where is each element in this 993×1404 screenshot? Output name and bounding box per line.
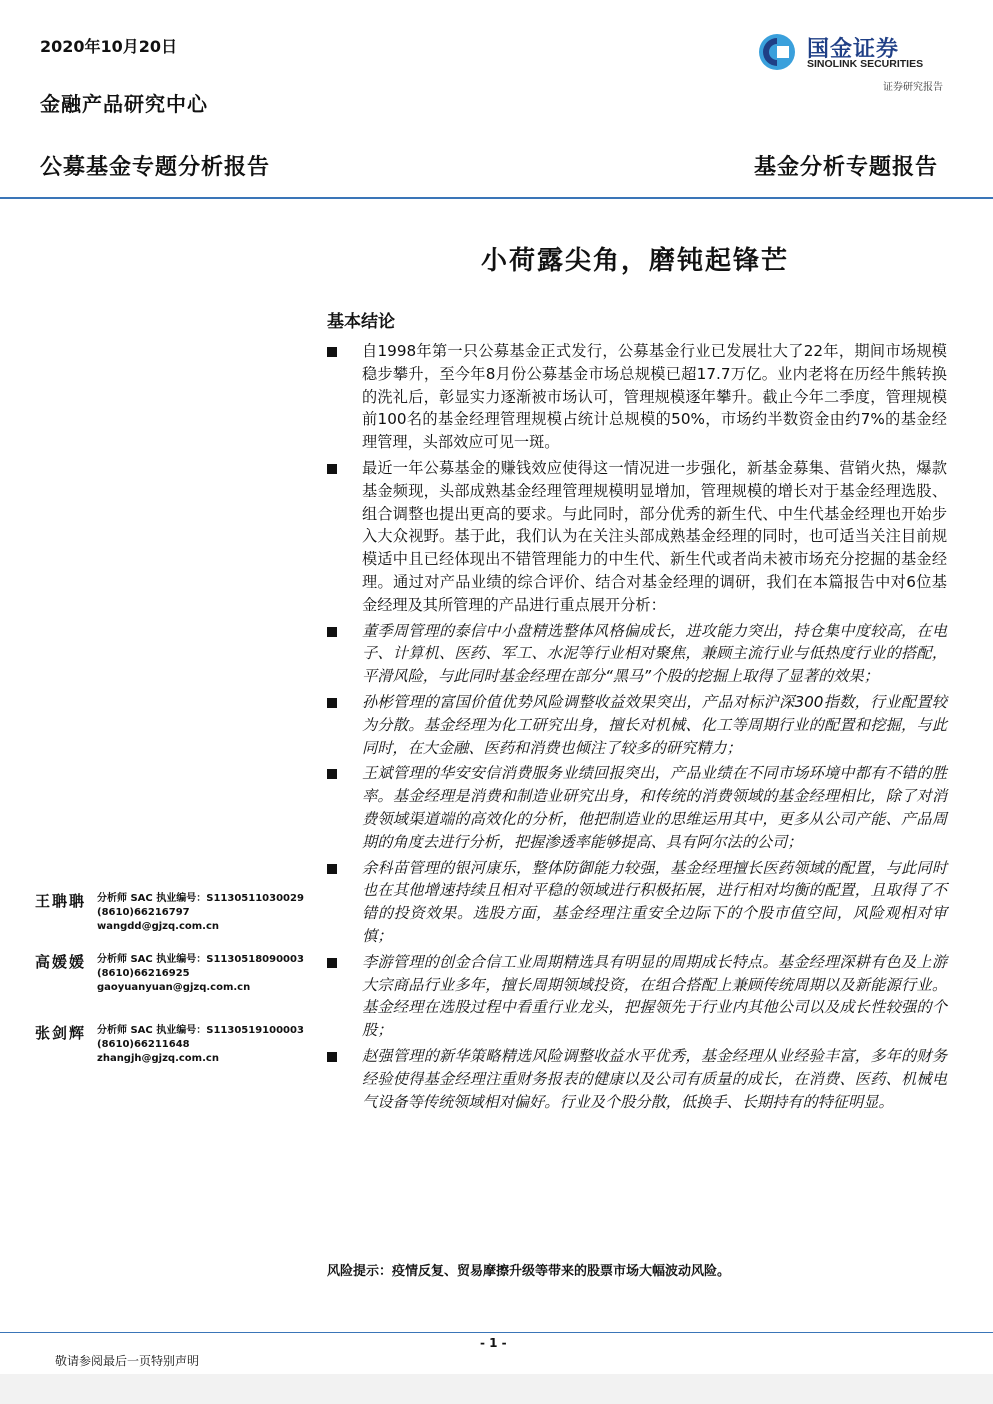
header-divider xyxy=(0,197,993,199)
analyst-details xyxy=(97,1024,304,1066)
conclusion-item xyxy=(327,691,947,759)
square-bullet-icon xyxy=(327,698,337,708)
conclusion-item xyxy=(327,620,947,688)
square-bullet-icon xyxy=(327,1052,337,1062)
page-number: - 1 - xyxy=(480,1336,507,1350)
analyst-name: 张剑辉 xyxy=(35,1024,87,1042)
conclusion-text: 最近一年公募基金的赚钱效应使得这一情况进一步强化，新基金募集、营销火热，爆款基金频现，头部成熟基金经理管理规模明显增加，管理规模的增长对于基金经理选股、组合调整也提出更高的要求。与此同时，部分优秀的新生代、中生代基金经理也开始步入大众视野。基于此，我们认为在关注头部成熟基金经理的同时，也可适当关注目前规模适中且已经体现出不错管理能力的中生代、新生代或者尚未被市场充分挖掘的基金经理。通过对产品业绩的综合评价、结合对基金经理的调研，我们在本篇报告中对6位基金经理及其所管理的产品进行重点展开分析： xyxy=(362,458,947,614)
section-title: 基本结论 xyxy=(327,312,395,332)
square-bullet-icon xyxy=(327,958,337,968)
square-bullet-icon xyxy=(327,464,337,474)
square-bullet-icon xyxy=(327,627,337,637)
conclusion-list xyxy=(327,340,947,1116)
report-series-right: 基金分析专题报告 xyxy=(753,154,938,180)
analyst-details xyxy=(97,953,304,995)
analyst-details xyxy=(97,892,304,934)
analyst-email[interactable]: zhangjh@gjzq.com.cn xyxy=(97,1053,219,1064)
analyst-email[interactable]: gaoyuanyuan@gjzq.com.cn xyxy=(97,982,251,993)
risk-warning: 风险提示：疫情反复、贸易摩擦升级等带来的股票市场大幅波动风险。 xyxy=(327,1264,731,1279)
footer-disclaimer: 敬请参阅最后一页特别声明 xyxy=(55,1354,200,1368)
analyst-email[interactable]: wangdd@gjzq.com.cn xyxy=(97,921,220,932)
report-series-left: 公募基金专题分析报告 xyxy=(40,154,271,180)
logo-name-en: SINOLINK SECURITIES xyxy=(807,58,924,70)
conclusion-item xyxy=(327,951,947,1042)
conclusion-text: 余科苗管理的银河康乐，整体防御能力较强，基金经理擅长医药领域的配置，与此同时也在其他增速持续且相对平稳的领域进行积极拓展，进行相对均衡的配置，且取得了不错的投资效果。选股方面，基金经理注重安全边际下的个股市值空间，风险观相对审慎； xyxy=(362,858,947,945)
report-date: 2020年10月20日 xyxy=(40,37,178,56)
square-bullet-icon xyxy=(327,769,337,779)
analyst-phone: (8610)66211648 xyxy=(97,1039,190,1050)
analyst-phone: (8610)66216925 xyxy=(97,968,190,979)
conclusion-item xyxy=(327,857,947,948)
analyst-cert: 分析师 SAC 执业编号：S1130518090003 xyxy=(97,954,304,965)
research-center-name: 金融产品研究中心 xyxy=(40,92,208,116)
conclusion-item xyxy=(327,762,947,853)
conclusion-item xyxy=(327,340,947,454)
logo-name-cn: 国金证券 xyxy=(807,36,900,61)
analyst-name: 高媛媛 xyxy=(35,953,87,971)
conclusion-text: 自1998年第一只公募基金正式发行，公募基金行业已发展壮大了22年，期间市场规模稳步攀升，至今年8月份公募基金市场总规模已超17.7万亿。业内老将在历经牛熊转换的洗礼后，彰显实力逐渐被市场认可，管理规模逐年攀升。截止今年二季度，管理规模前100名的基金经理管理规模占统计总规模的50%，市场约半数资金由约7%的基金经理管理，头部效应可见一斑。 xyxy=(362,342,947,452)
page-bottom-band xyxy=(0,1374,993,1404)
conclusion-text: 孙彬管理的富国价值优势风险调整收益效果突出，产品对标沪深300指数，行业配置较为分散。基金经理为化工研究出身，擅长对机械、化工等周期行业的配置和挖掘，与此同时，在大金融、医药和消费也倾注了较多的研究精力； xyxy=(362,692,947,757)
conclusion-text: 王斌管理的华安安信消费服务业绩回报突出，产品业绩在不同市场环境中都有不错的胜率。基金经理是消费和制造业研究出身，和传统的消费领域的基金经理相比，除了对消费领域渠道端的高效化的分析，他把制造业的思维运用其中，更多从公司产能、产品周期的角度去进行分析，把握渗透率能够提高、具有阿尔法的公司； xyxy=(362,764,947,851)
square-bullet-icon xyxy=(327,347,337,357)
analyst-cert: 分析师 SAC 执业编号：S1130519100003 xyxy=(97,1025,304,1036)
conclusion-item xyxy=(327,457,947,617)
conclusion-text: 董季周管理的泰信中小盘精选整体风格偏成长，进攻能力突出，持仓集中度较高，在电子、计算机、医药、军工、水泥等行业相对聚焦，兼顾主流行业与低热度行业的搭配，平滑风险，与此同时基金经理在部分“黑马”个股的挖掘上取得了显著的效果； xyxy=(362,621,947,686)
logo-subtitle: 证券研究报告 xyxy=(883,82,943,93)
square-bullet-icon xyxy=(327,864,337,874)
report-title: 小荷露尖角，磨钝起锋芒 xyxy=(480,246,789,276)
conclusion-text: 李游管理的创金合信工业周期精选具有明显的周期成长特点。基金经理深耕有色及上游大宗商品行业多年，擅长周期领域投资，在组合搭配上兼顾传统周期以及新能源行业。基金经理在选股过程中看重行业龙头，把握领先于行业内其他公司以及成长性较强的个股； xyxy=(362,952,947,1040)
company-logo xyxy=(757,30,943,74)
analyst-cert: 分析师 SAC 执业编号：S1130511030029 xyxy=(97,893,304,904)
footer-divider xyxy=(0,1332,993,1333)
sinolink-logo-icon xyxy=(757,32,797,72)
analyst-phone: (8610)66216797 xyxy=(97,907,190,918)
conclusion-text: 赵强管理的新华策略精选风险调整收益水平优秀，基金经理从业经验丰富，多年的财务经验使得基金经理注重财务报表的健康以及公司有质量的成长，在消费、医药、机械电气设备等传统领域相对偏好。行业及个股分散，低换手、长期持有的特征明显。 xyxy=(362,1046,947,1111)
analyst-name: 王聃聃 xyxy=(35,892,87,910)
conclusion-item xyxy=(327,1045,947,1113)
